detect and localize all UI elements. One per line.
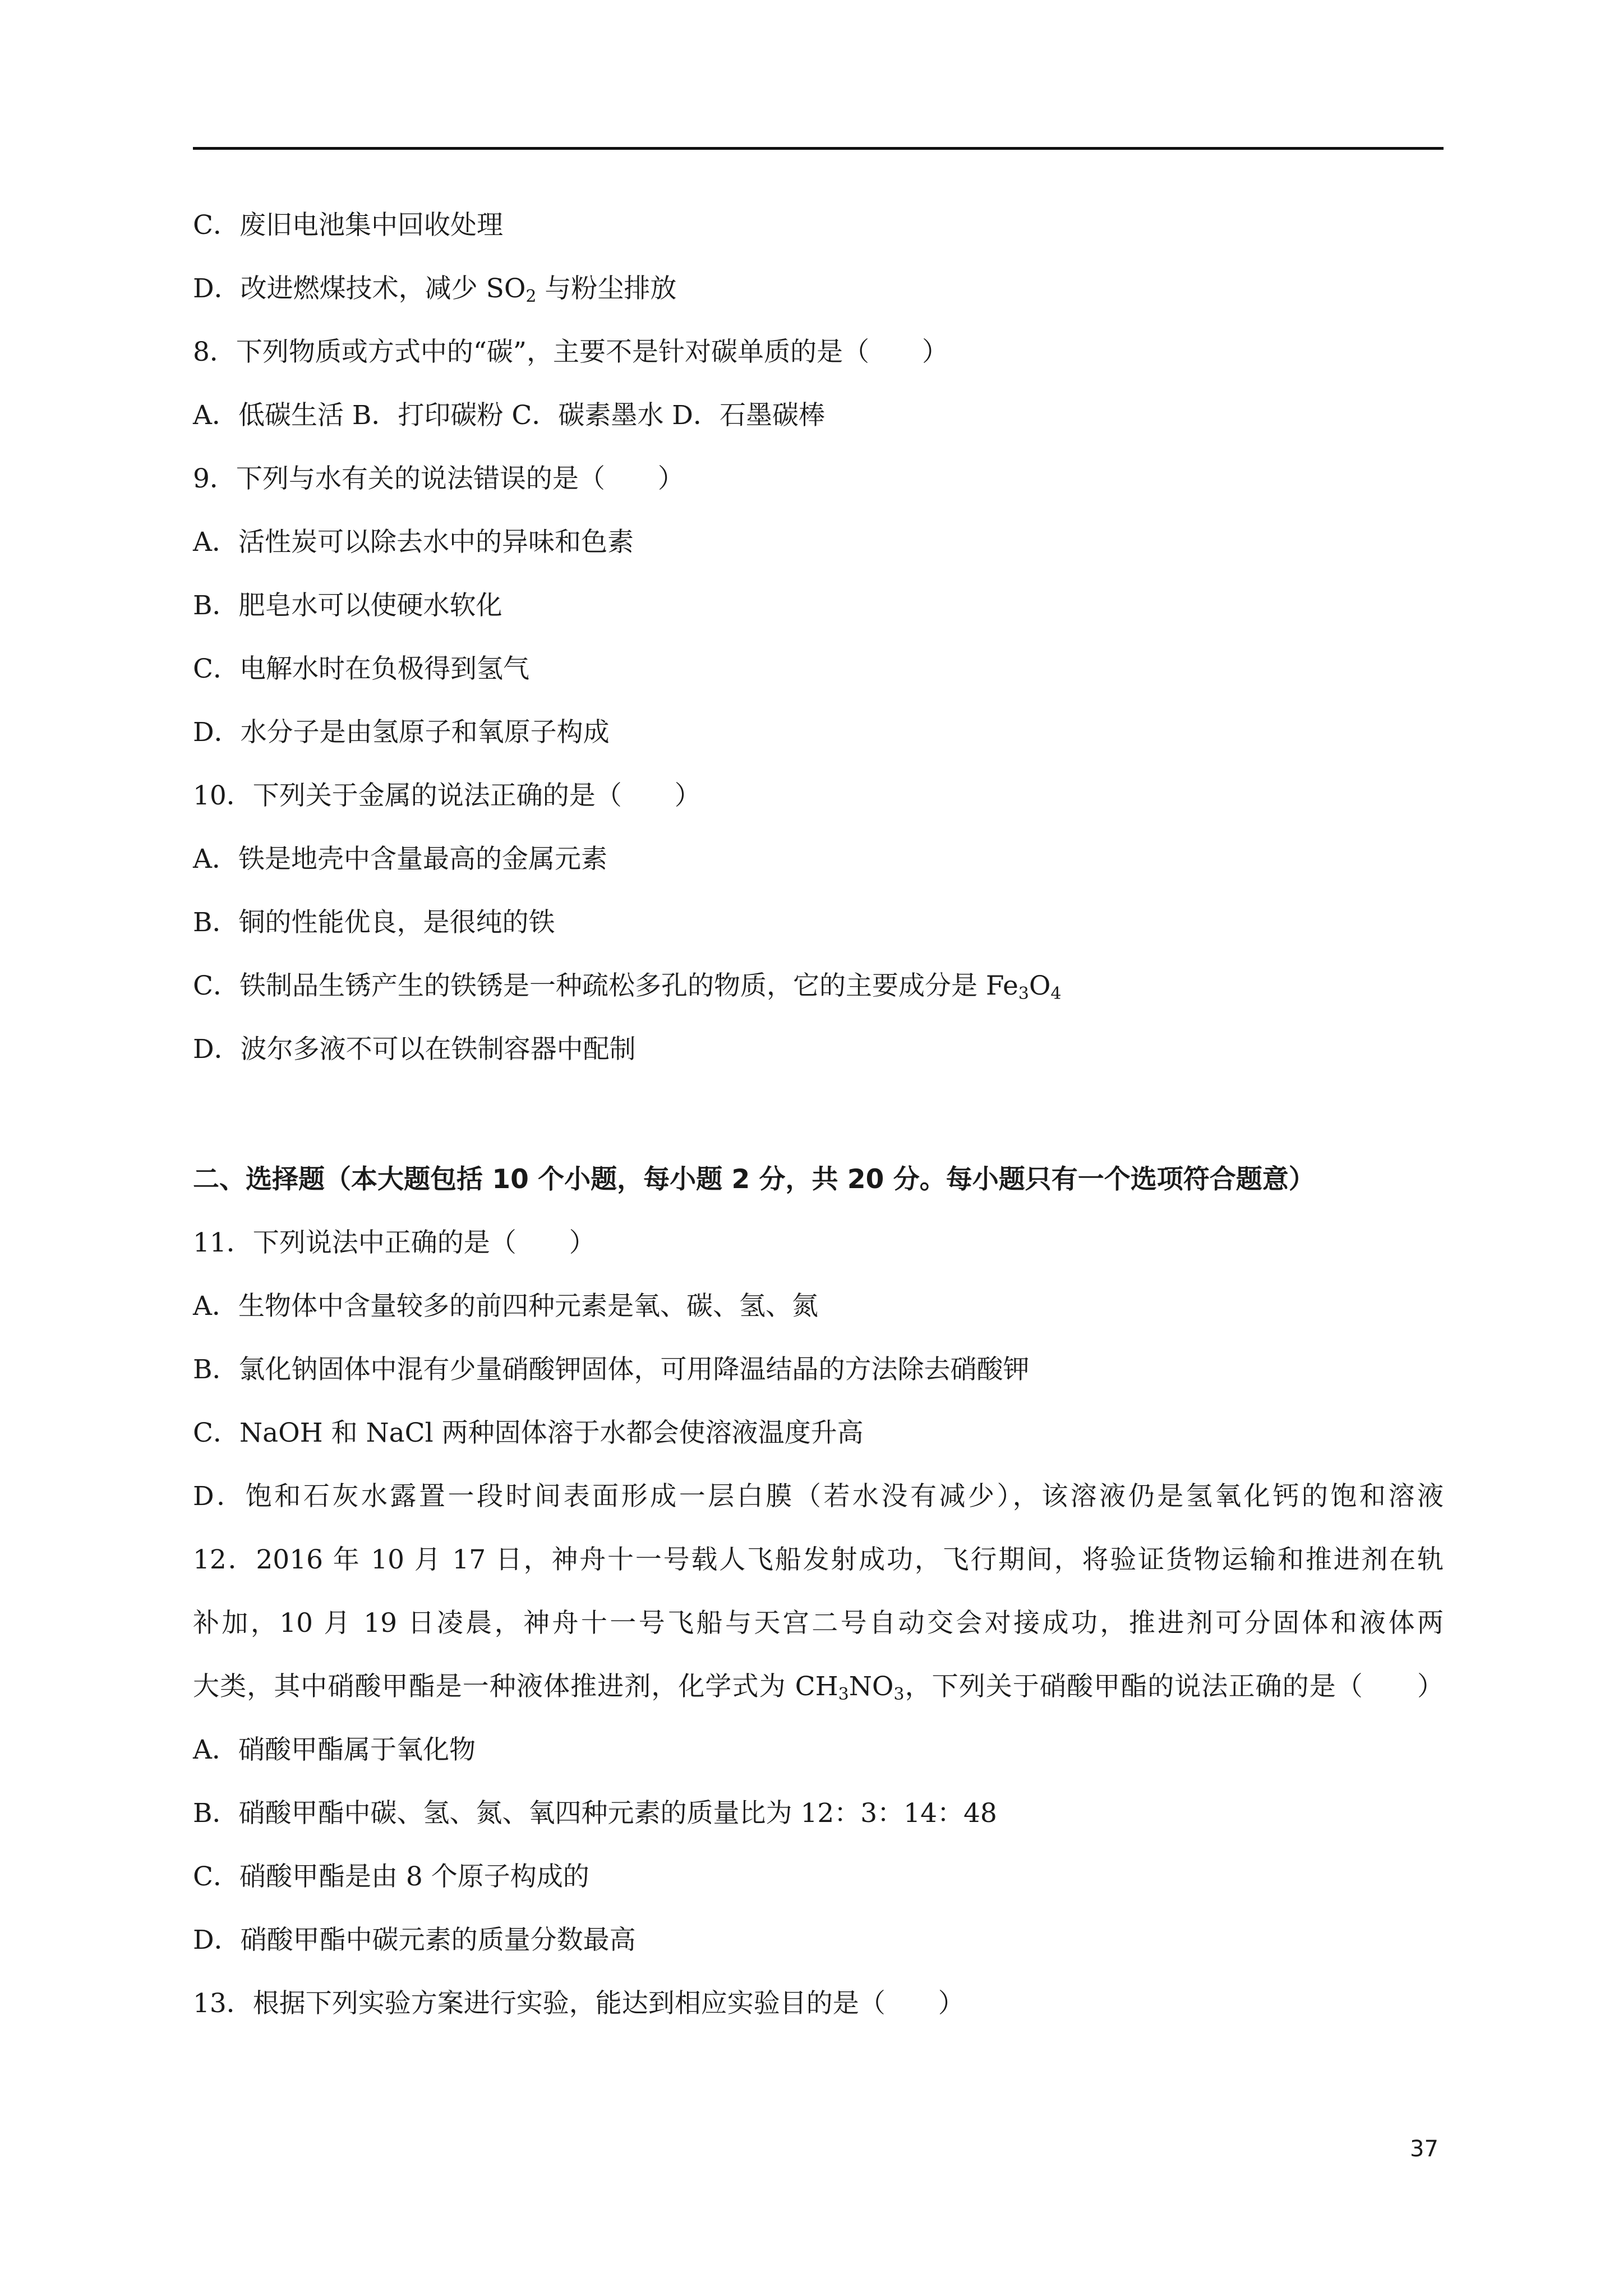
- option-11a: A．生物体中含量较多的前四种元素是氧、碳、氢、氮: [193, 1291, 818, 1322]
- question-12-line-3: 大类，其中硝酸甲酯是一种液体推进剂，化学式为 $CH_3NO_3$，下列关于硝酸甲酯的说法正确的是（ ）: [193, 1671, 1444, 1704]
- question-12-line-1: 12．2016 年 10 月 17 日，神舟十一号载人飞船发射成功，飞行期间，将验证货物运输和推进剂在轨: [193, 1544, 1444, 1575]
- option-12c: C．硝酸甲酯是由 8 个原子构成的: [193, 1861, 589, 1892]
- option-12a: A．硝酸甲酯属于氧化物: [193, 1734, 476, 1765]
- header-rule: [193, 147, 1444, 150]
- question-12-line-2: 补加，10 月 19 日凌晨，神舟十一号飞船与天宫二号自动交会对接成功，推进剂可分固体和液体两: [193, 1608, 1444, 1639]
- question-13: 13．根据下列实验方案进行实验，能达到相应实验目的是（ ）: [193, 1988, 965, 2019]
- option-10b: B．铜的性能优良，是很纯的铁: [193, 907, 555, 938]
- option-10d: D．波尔多液不可以在铁制容器中配制: [193, 1034, 636, 1065]
- option-11d: D．饱和石灰水露置一段时间表面形成一层白膜（若水没有减少），该溶液仍是氢氧化钙的饱和溶液: [193, 1481, 1444, 1512]
- option-9a: A．活性炭可以除去水中的异味和色素: [193, 527, 634, 558]
- question-10: 10．下列关于金属的说法正确的是（ ）: [193, 780, 701, 811]
- question-11: 11．下列说法中正确的是（ ）: [193, 1227, 596, 1258]
- option-9d: D．水分子是由氢原子和氧原子构成: [193, 717, 610, 748]
- options-8: A．低碳生活 B．打印碳粉 C．碳素墨水 D．石墨碳棒: [193, 400, 825, 431]
- option-10c: C．铁制品生锈产生的铁锈是一种疏松多孔的物质，它的主要成分是 $Fe_3O_4$: [193, 970, 1062, 1004]
- option-12b: B．硝酸甲酯中碳、氢、氮、氧四种元素的质量比为 12：3：14：48: [193, 1798, 997, 1829]
- question-9: 9．下列与水有关的说法错误的是（ ）: [193, 463, 684, 494]
- option-11b: B．氯化钠固体中混有少量硝酸钾固体，可用降温结晶的方法除去硝酸钾: [193, 1354, 1030, 1385]
- option-12d: D．硝酸甲酯中碳元素的质量分数最高: [193, 1925, 636, 1955]
- option-11c: C．NaOH 和 NaCl 两种固体溶于水都会使溶液温度升高: [193, 1418, 864, 1448]
- option-9b: B．肥皂水可以使硬水软化: [193, 590, 502, 621]
- section-heading: 二、选择题（本大题包括 10 个小题，每小题 2 分，共 20 分。每小题只有一个选项符合题意）: [193, 1164, 1315, 1195]
- option-7d: D．改进燃煤技术，减少 $SO_2$ 与粉尘排放: [193, 273, 677, 306]
- page-number: 37: [1410, 2136, 1438, 2162]
- option-10a: A．铁是地壳中含量最高的金属元素: [193, 844, 607, 875]
- option-9c: C．电解水时在负极得到氢气: [193, 654, 529, 684]
- question-8: 8．下列物质或方式中的“碳”，主要不是针对碳单质的是（ ）: [193, 337, 948, 367]
- option-7c: C．废旧电池集中回收处理: [193, 210, 503, 241]
